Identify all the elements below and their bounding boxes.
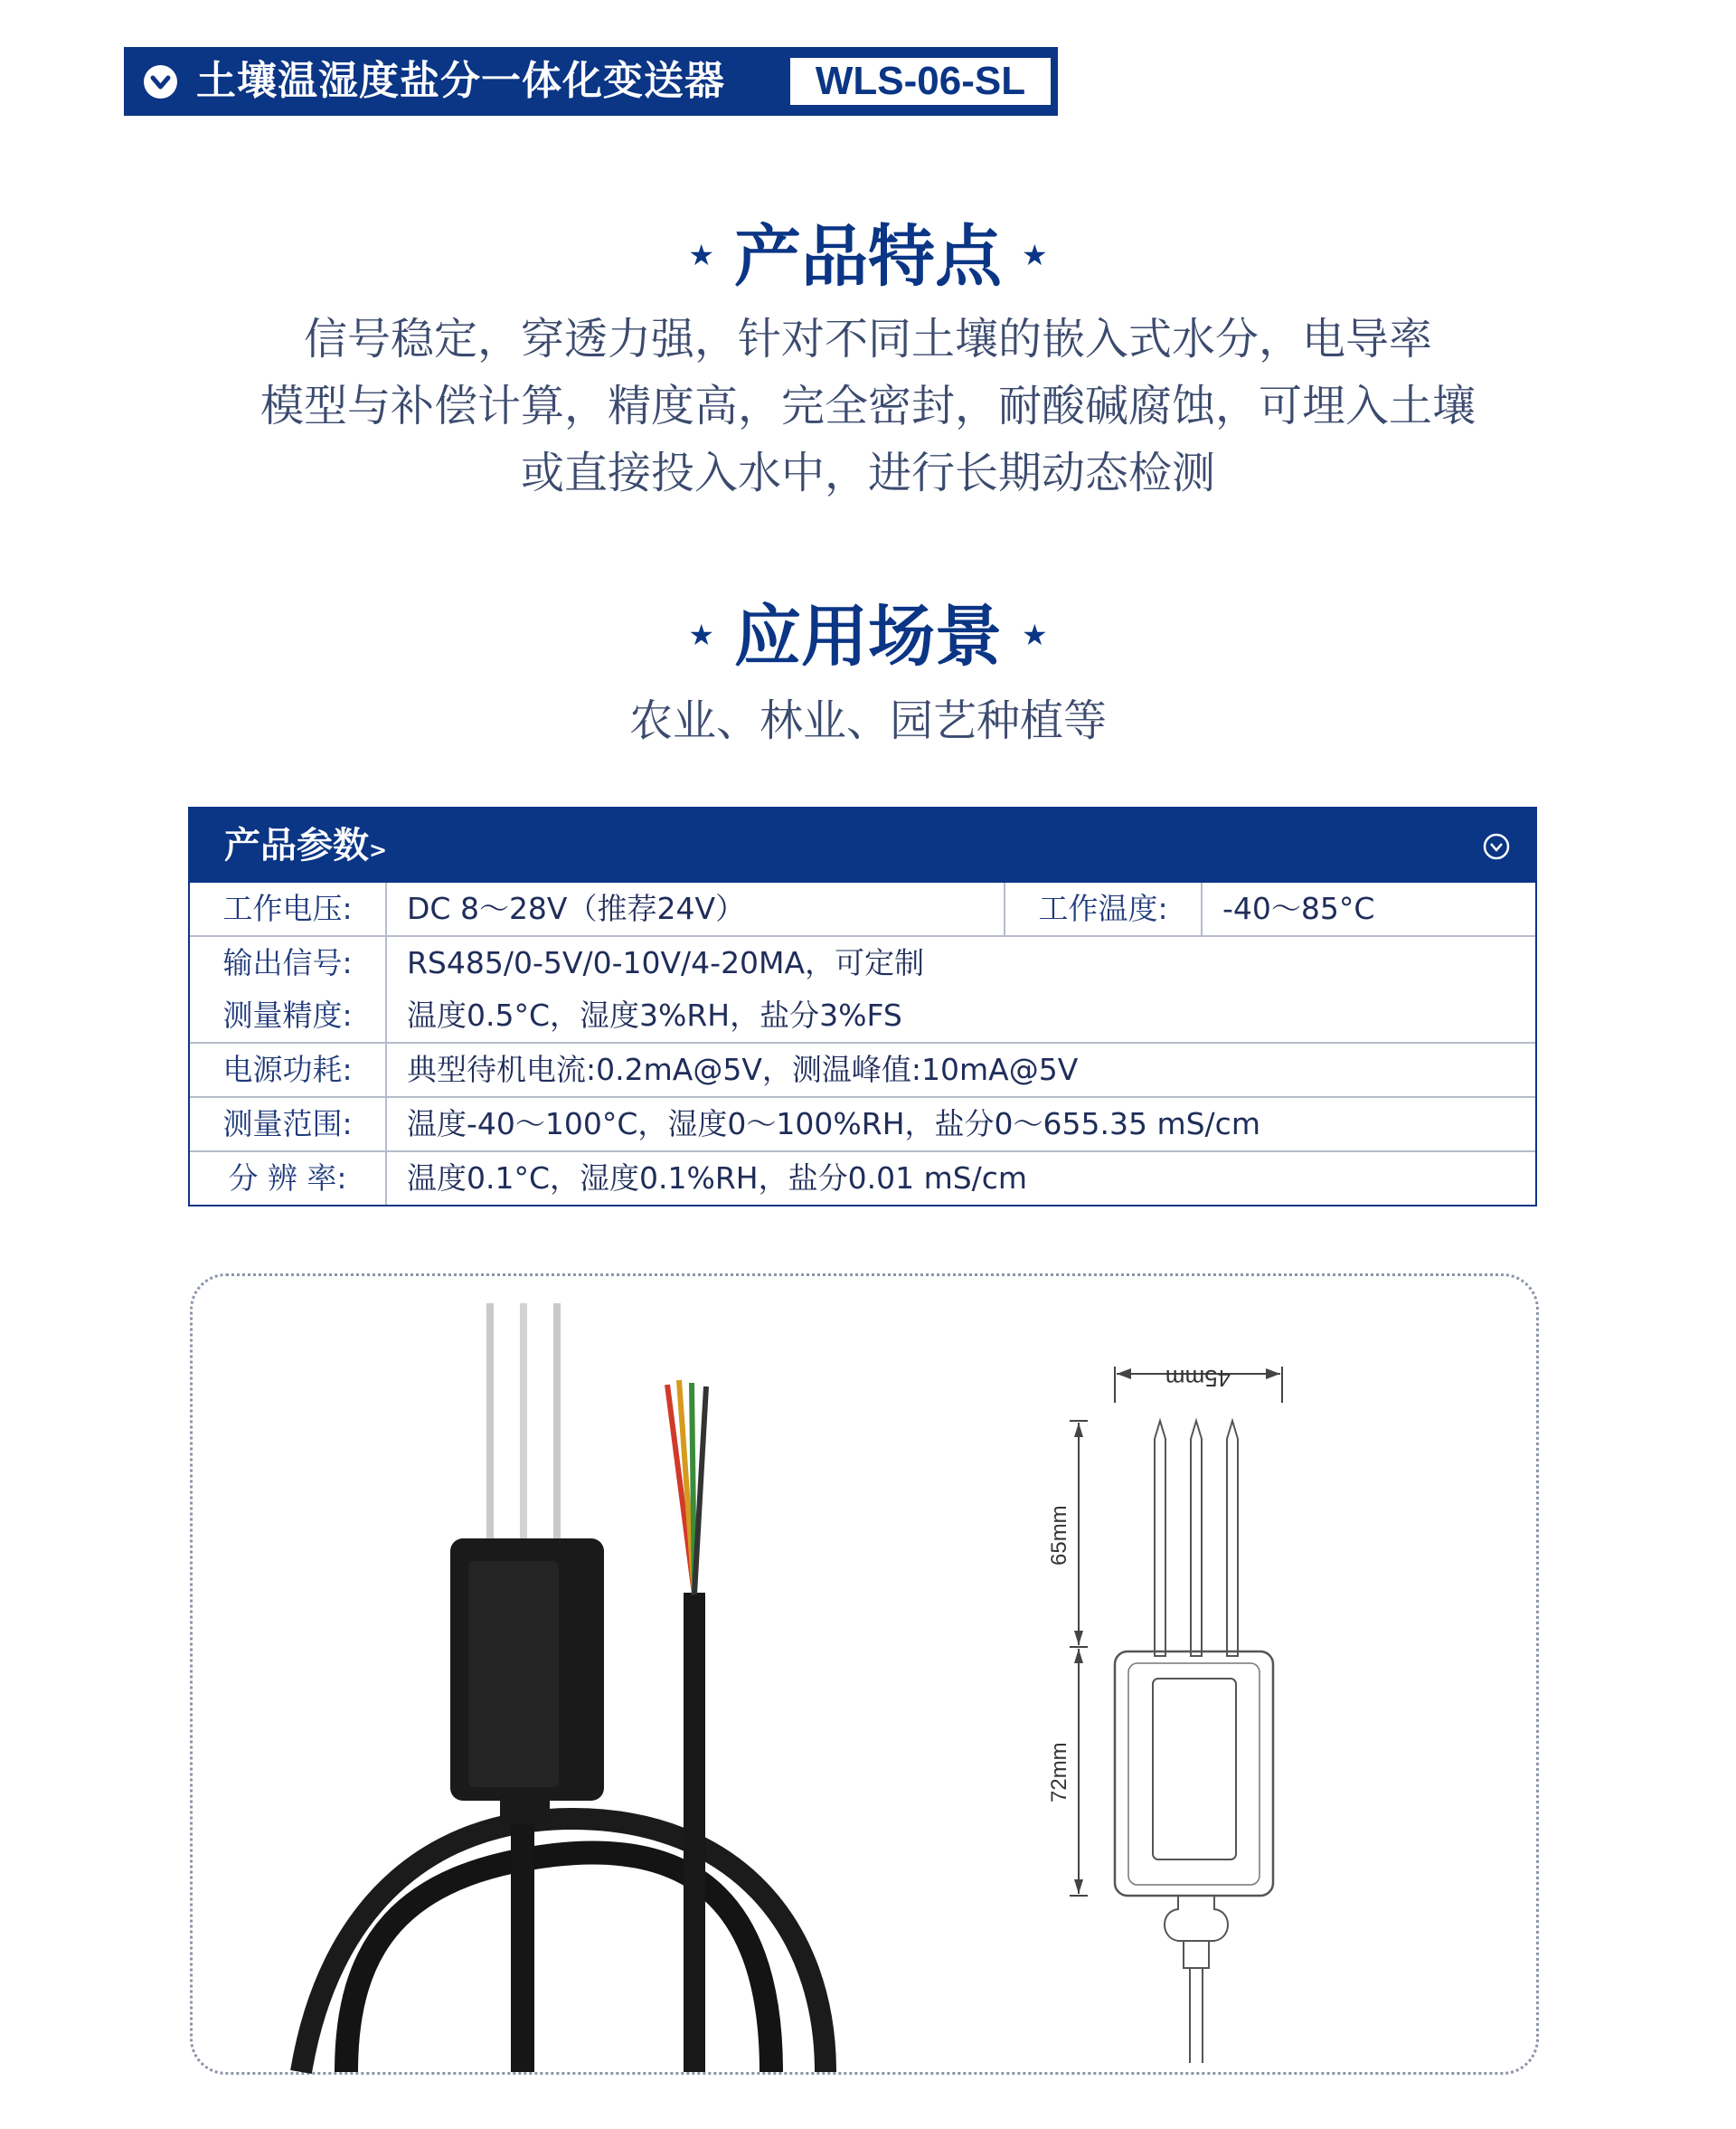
features-line: 模型与补偿计算，精度高，完全密封，耐酸碱腐蚀，可埋入土壤	[259, 381, 1476, 431]
body-length-label: 72mm	[1047, 1742, 1071, 1803]
header-banner	[124, 47, 1058, 116]
product-title: 土壤温湿度盐分一体化变送器	[196, 58, 725, 104]
param-value: -40～85°C	[1222, 891, 1375, 926]
star-icon: ★	[1022, 618, 1048, 653]
product-image-panel	[190, 1273, 1539, 2075]
chevron-down-icon	[144, 65, 177, 99]
param-label: 分 辨 率:	[190, 1152, 387, 1205]
params-title: 产品参数>	[224, 825, 388, 866]
sensor-photo	[193, 1276, 916, 2072]
param-label: 电源功耗:	[190, 1044, 387, 1096]
param-value: 温度0.1°C，湿度0.1%RH，盐分0.01 mS/cm	[407, 1160, 1028, 1196]
param-value: 典型待机电流:0.2mA@5V，测温峰值:10mA@5V	[407, 1052, 1079, 1087]
star-icon: ★	[688, 618, 714, 653]
param-value: RS485/0-5V/0-10V/4-20MA，可定制	[407, 945, 925, 980]
param-label: 工作温度:	[1005, 883, 1203, 935]
features-text	[0, 306, 1736, 506]
table-row	[190, 989, 1535, 1042]
table-row	[190, 1150, 1535, 1205]
table-row	[190, 1096, 1535, 1150]
model-number: WLS-06-SL	[790, 58, 1051, 105]
width-dimension-label: 45mm	[1165, 1365, 1231, 1392]
features-line: 信号稳定，穿透力强，针对不同土壤的嵌入式水分，电导率	[303, 314, 1432, 364]
table-row	[190, 935, 1535, 989]
star-icon: ★	[688, 238, 714, 273]
chevron-down-circle-icon	[1483, 833, 1510, 864]
params-table	[188, 807, 1537, 1206]
application-text: 农业、林业、园艺种植等	[628, 695, 1107, 746]
params-table-header	[190, 809, 1535, 883]
param-label: 测量范围:	[190, 1098, 387, 1150]
param-label: 输出信号:	[190, 937, 387, 989]
table-row	[190, 883, 1535, 935]
star-icon: ★	[1022, 238, 1048, 273]
param-value: 温度-40～100°C，湿度0～100%RH，盐分0～655.35 mS/cm	[407, 1106, 1260, 1141]
param-value: DC 8～28V（推荐24V）	[387, 883, 1005, 935]
features-line: 或直接投入水中，进行长期动态检测	[520, 448, 1215, 498]
param-value: 温度0.5°C，湿度3%RH，盐分3%FS	[407, 998, 902, 1033]
dimension-drawing	[1047, 1276, 1431, 2072]
param-label: 测量精度:	[190, 989, 387, 1042]
table-row	[190, 1042, 1535, 1096]
probe-length-label: 65mm	[1047, 1505, 1071, 1566]
param-label: 工作电压:	[190, 883, 387, 935]
application-heading: ★ 应用场景 ★	[688, 598, 1048, 676]
features-heading: ★ 产品特点 ★	[688, 218, 1048, 296]
